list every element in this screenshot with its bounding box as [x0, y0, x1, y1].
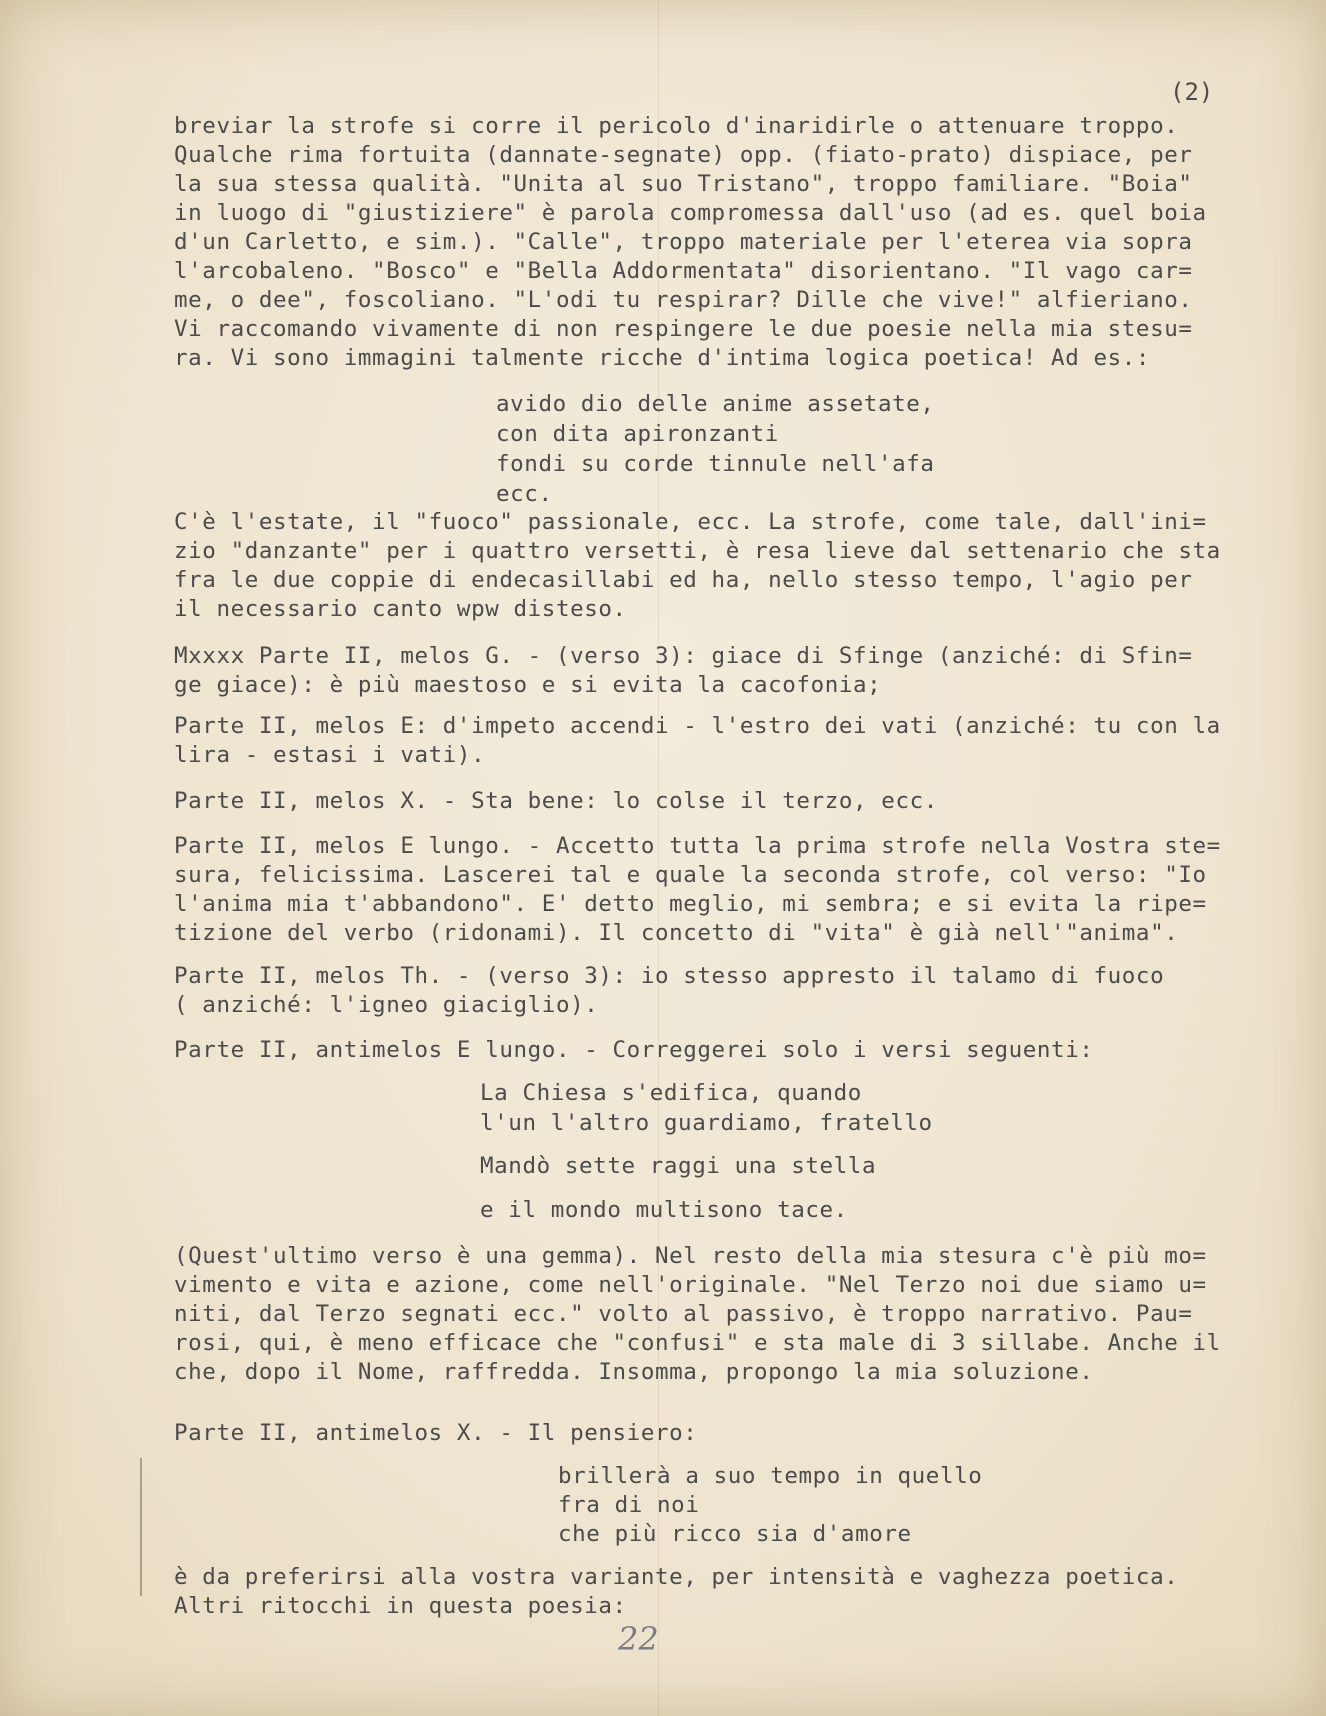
verse-line: l'un l'altro guardiamo, fratello — [480, 1110, 933, 1136]
text-line: Parte II, melos E: d'impeto accendi - l'estro dei vati (anziché: tu con la — [174, 713, 1221, 739]
text-line: Parte II, melos E lungo. - Accetto tutta la prima strofe nella Vostra ste= — [174, 833, 1221, 859]
text-line: C'è l'estate, il "fuoco" passionale, ecc. La strofe, come tale, dall'ini= — [174, 509, 1207, 535]
verse-line: Mandò sette raggi una stella — [480, 1153, 877, 1179]
text-line: rosi, qui, è meno efficace che "confusi" e sta male di 3 sillabe. Anche il — [174, 1330, 1221, 1356]
text-line: Parte II, antimelos E lungo. - Correggerei solo i versi seguenti: — [174, 1037, 1094, 1063]
text-line: niti, dal Terzo segnati ecc." volto al passivo, è troppo narrativo. Pau= — [174, 1301, 1193, 1327]
text-line: (Quest'ultimo verso è una gemma). Nel resto della mia stesura c'è più mo= — [174, 1243, 1207, 1269]
verse-line: che più ricco sia d'amore — [558, 1521, 912, 1547]
text-line: l'anima mia t'abbandono". E' detto meglio, mi sembra; e si evita la ripe= — [174, 891, 1207, 917]
text-line: lira - estasi i vati). — [174, 742, 486, 768]
text-line: il necessario canto wpw disteso. — [174, 596, 627, 622]
text-line: me, o dee", foscoliano. "L'odi tu respirar? Dille che vive!" alfieriano. — [174, 287, 1193, 313]
margin-pencil-mark — [140, 1458, 142, 1596]
text-line: Parte II, melos X. - Sta bene: lo colse il terzo, ecc. — [174, 788, 938, 814]
text-line: è da preferirsi alla vostra variante, per intensità e vaghezza poetica. — [174, 1564, 1179, 1590]
text-line: fra le due coppie di endecasillabi ed ha, nello stesso tempo, l'agio per — [174, 567, 1193, 593]
text-line: che, dopo il Nome, raffredda. Insomma, propongo la mia soluzione. — [174, 1359, 1094, 1385]
page-number: (2) — [1170, 78, 1214, 106]
verse-line: avido dio delle anime assetate, — [496, 391, 935, 417]
verse-line: e il mondo multisono tace. — [480, 1197, 848, 1223]
text-line: tizione del verbo (ridonami). Il concetto di "vita" è già nell'"anima". — [174, 920, 1179, 946]
text-line: zio "danzante" per i quattro versetti, è resa lieve dal settenario che sta — [174, 538, 1221, 564]
text-line: breviar la strofe si corre il pericolo d'inaridirle o attenuare troppo. — [174, 113, 1179, 139]
text-line: Qualche rima fortuita (dannate-segnate) opp. (fiato-prato) dispiace, per — [174, 142, 1193, 168]
text-line: Parte II, melos Th. - (verso 3): io stesso appresto il talamo di fuoco — [174, 963, 1165, 989]
verse-line: ecc. — [496, 481, 553, 507]
verse-line: La Chiesa s'edifica, quando — [480, 1080, 862, 1106]
handwritten-folio-number: 22 — [618, 1620, 659, 1658]
text-line: Altri ritocchi in questa poesia: — [174, 1593, 627, 1619]
text-line: ( anziché: l'igneo giaciglio). — [174, 992, 599, 1018]
text-line: in luogo di "giustiziere" è parola compromessa dall'uso (ad es. quel boia — [174, 200, 1207, 226]
verse-line: con dita apironzanti — [496, 421, 779, 447]
text-line: Vi raccomando vivamente di non respingere le due poesie nella mia stesu= — [174, 316, 1193, 342]
text-line: Mxxxx Parte II, melos G. - (verso 3): giace di Sfinge (anziché: di Sfin= — [174, 643, 1193, 669]
text-line: ra. Vi sono immagini talmente ricche d'intima logica poetica! Ad es.: — [174, 345, 1151, 371]
text-line: sura, felicissima. Lascerei tal e quale la seconda strofe, col verso: "Io — [174, 862, 1207, 888]
verse-line: fra di noi — [558, 1492, 700, 1518]
text-line: d'un Carletto, e sim.). "Calle", troppo materiale per l'eterea via sopra — [174, 229, 1193, 255]
text-line: Parte II, antimelos X. - Il pensiero: — [174, 1420, 698, 1446]
text-line: vimento e vita e azione, come nell'originale. "Nel Terzo noi due siamo u= — [174, 1272, 1207, 1298]
verse-line: fondi su corde tinnule nell'afa — [496, 451, 935, 477]
text-line: ge giace): è più maestoso e si evita la cacofonia; — [174, 672, 882, 698]
text-line: l'arcobaleno. "Bosco" e "Bella Addormentata" disorientano. "Il vago car= — [174, 258, 1193, 284]
verse-line: brillerà a suo tempo in quello — [558, 1463, 983, 1489]
text-line: la sua stessa qualità. "Unita al suo Tristano", troppo familiare. "Boia" — [174, 171, 1193, 197]
